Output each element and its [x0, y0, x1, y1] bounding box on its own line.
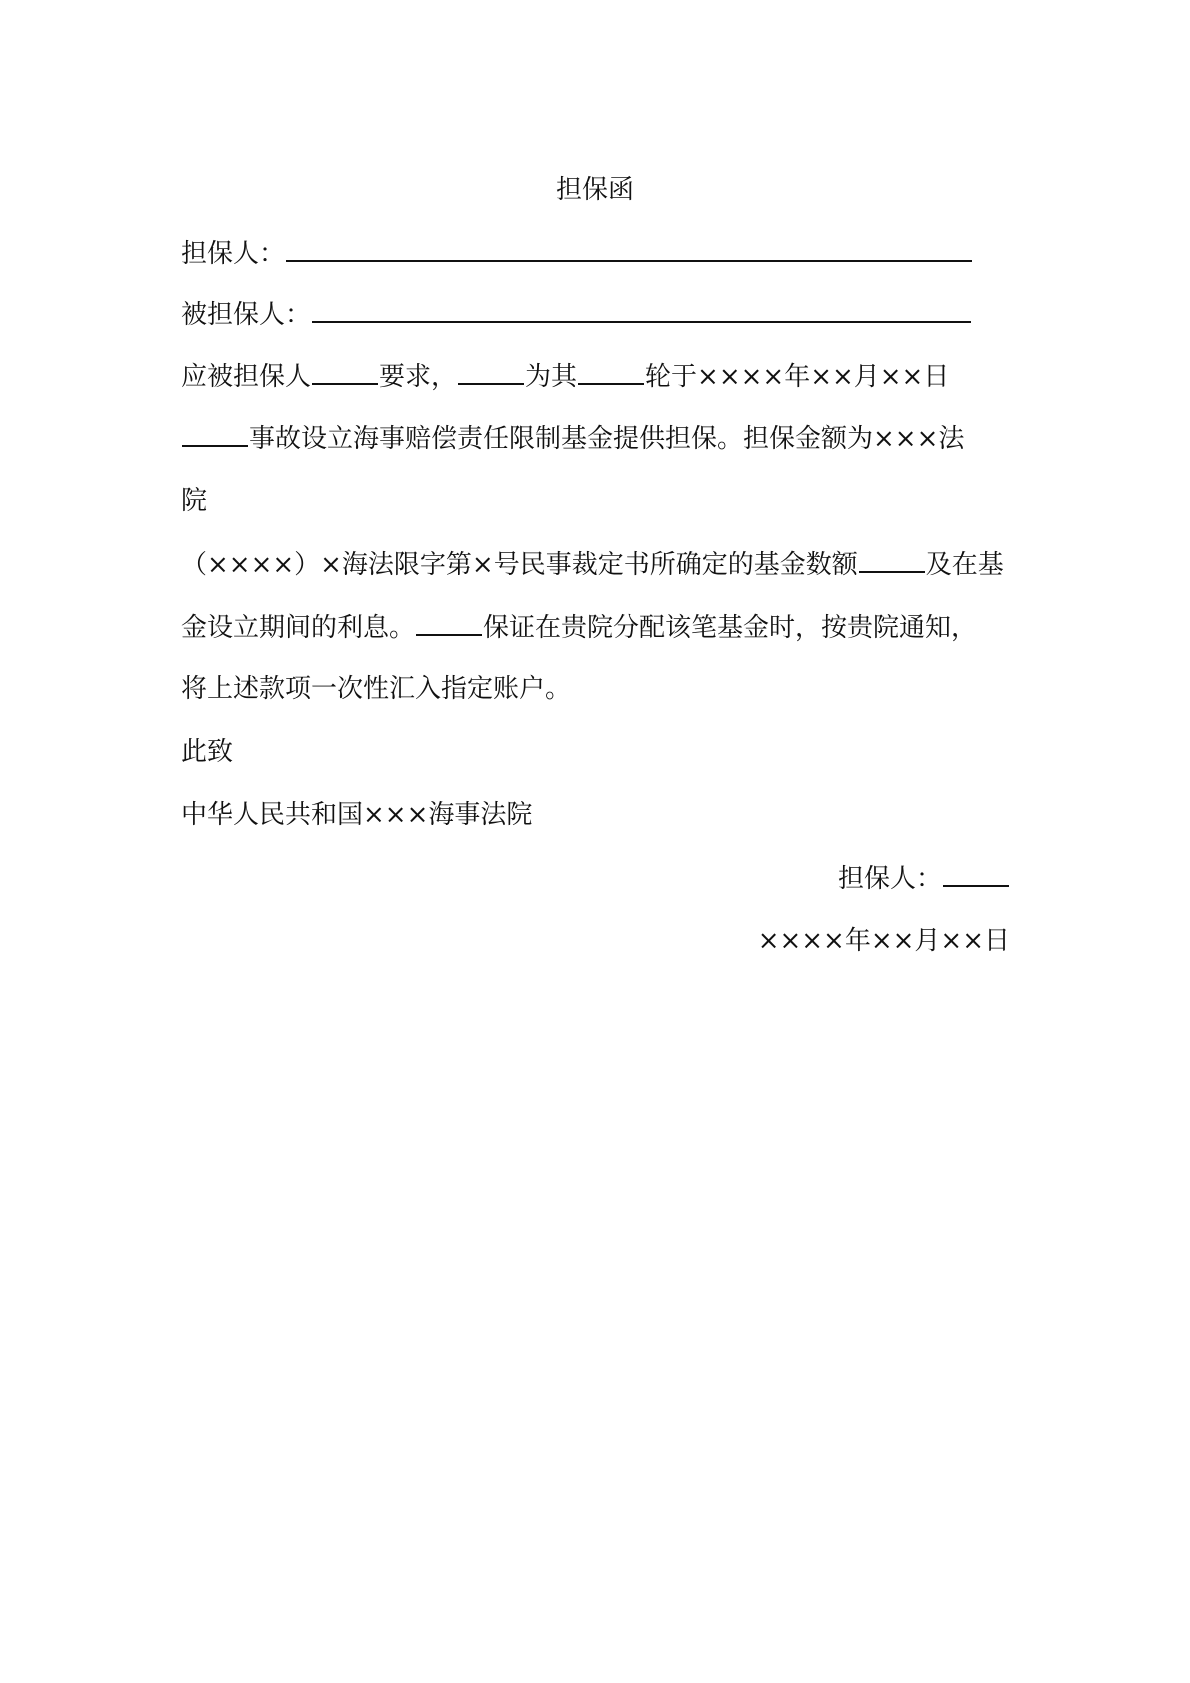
blank-field	[458, 359, 524, 385]
guaranteed-blank	[312, 297, 971, 323]
text-segment: 要求，	[379, 362, 458, 392]
text-segment: 应被担保人	[181, 362, 312, 392]
guarantor-line	[181, 236, 973, 271]
paragraph-line-4	[181, 547, 1004, 582]
blank-field	[859, 547, 925, 573]
text-segment: 保证在贵院分配该笔基金时，按贵院通知，	[483, 613, 978, 643]
document-title: 担保函	[555, 175, 634, 205]
recipient: 中华人民共和国×××海事法院	[181, 800, 533, 830]
paragraph-line-3: 院	[181, 486, 208, 516]
paragraph-line-6: 将上述款项一次性汇入指定账户。	[181, 674, 572, 704]
signature-label: 担保人：	[837, 864, 942, 894]
guarantor-label: 担保人：	[181, 239, 286, 269]
blank-field	[182, 421, 248, 447]
guarantor-blank	[286, 236, 972, 262]
signature-date: ××××年××月××日	[757, 926, 1010, 956]
paragraph-line-1	[181, 359, 949, 394]
paragraph-line-2	[181, 421, 964, 456]
text-segment: （××××）×海法限字第×号民事裁定书所确定的基金数额	[181, 550, 858, 580]
salutation: 此致	[181, 737, 234, 767]
blank-field	[312, 359, 378, 385]
blank-field	[416, 610, 482, 636]
paragraph-line-5	[181, 610, 977, 645]
guaranteed-line	[181, 297, 972, 332]
signature-line	[838, 861, 1010, 896]
text-segment: 轮于××××年××月××日	[645, 362, 950, 392]
blank-field	[578, 359, 644, 385]
text-segment: 及在基	[925, 550, 1004, 580]
text-segment: 为其	[525, 362, 578, 392]
guaranteed-label: 被担保人：	[181, 300, 312, 330]
text-segment: 金设立期间的利息。	[181, 613, 416, 643]
text-segment: 事故设立海事赔偿责任限制基金提供担保。担保金额为×××法	[249, 424, 965, 454]
signature-blank	[943, 861, 1009, 887]
